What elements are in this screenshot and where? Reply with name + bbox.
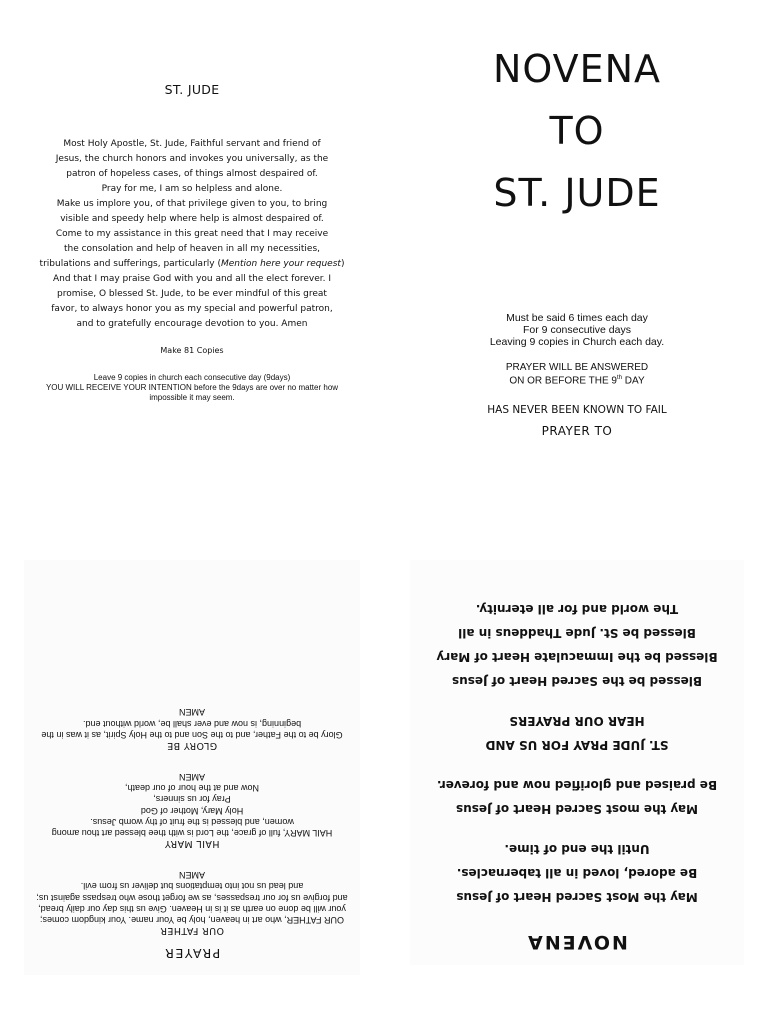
prayer-line: And that I may praise God with you and all the elect forever. I xyxy=(52,274,332,284)
prayer-line: visible and speedy help where help is almost despaired of. xyxy=(60,214,324,224)
cover-title-line: NOVENA xyxy=(492,47,662,91)
prayer-request-line: tribulations and sufferings, particularly (Mention here your request) xyxy=(39,259,345,269)
prayer-line: patron of hopeless cases, of things almost despaired of. xyxy=(66,169,318,179)
novena-panel xyxy=(410,560,744,965)
prayer-line: and to gratefully encourage devotion to you. Amen xyxy=(76,319,308,329)
hail-mary-title: HAIL MARY xyxy=(164,837,220,849)
hail-mary-text: HAIL MARY, full of grace, the Lord is with thee blessed art thou among women, and blessed is the fruit of thy womb Jesus. xyxy=(51,816,333,838)
instruction-line: Must be said 6 times each day xyxy=(506,312,648,324)
novena-line: Be praised and glorified now and forever. xyxy=(436,778,718,792)
novena-line: May the Most Sacred Heart of Jesus xyxy=(456,890,698,904)
prayer-to-label: PRAYER TO xyxy=(541,424,613,439)
prayer-line: Come to my assistance in this great need that I may receive xyxy=(55,229,329,239)
hail-mary-line: Now and at the hour of our death, xyxy=(124,783,260,794)
never-failed-note: HAS NEVER BEEN KNOWN TO FAIL xyxy=(487,404,667,417)
prayer-line: promise, O blessed St. Jude, to be ever mindful of this great xyxy=(57,289,327,299)
hail-mary-line: Pray for us sinners, xyxy=(153,794,231,805)
answer-line xyxy=(446,373,708,386)
answer-note xyxy=(446,362,708,386)
novena-line: The world and for all eternity. xyxy=(475,602,679,616)
answer-line: PRAYER WILL BE ANSWERED xyxy=(505,362,649,373)
cover-title-line: ST. JUDE xyxy=(493,171,661,215)
answer-sup: th xyxy=(617,375,623,381)
prayer-line: Jesus, the church honors and invokes you universally, as the xyxy=(55,154,329,164)
prayer-line: Make us implore you, of that privilege given to you, to bring xyxy=(56,199,328,209)
instruction-line: For 9 consecutive days xyxy=(523,324,631,336)
st-jude-prayer-panel xyxy=(36,82,348,403)
cover-panel xyxy=(446,38,708,438)
prayer-line: the consolation and help of heaven in all my necessities, xyxy=(63,244,321,254)
prayer-line: tribulations and sufferings, particularly ( xyxy=(39,259,221,269)
novena-line: Be adored, loved in all tabernacles. xyxy=(456,866,698,880)
leave-line: Leave 9 copies in church each consecutive day (9days) xyxy=(93,373,291,382)
novena-line: Blessed be the Immaculate Heart of Mary xyxy=(436,650,718,664)
prayers-heading: PRAYER xyxy=(163,946,221,961)
glory-be-amen: AMEN xyxy=(179,707,206,718)
hail-mary-line: Holy Mary, Mother of God xyxy=(140,805,244,816)
novena-line: Until the end of time. xyxy=(504,842,650,856)
prayer-line: Pray for me, I am so helpless and alone. xyxy=(101,184,283,194)
novena-line: Blessed be St. Jude Thaddeus in all xyxy=(458,626,696,640)
answer-pre: ON OR BEFORE THE 9 xyxy=(509,375,617,387)
prayer-line: favor, to always honor you as my special and powerful patron, xyxy=(51,304,333,314)
novena-line: Blessed be the Sacred Heart of Jesus xyxy=(452,674,702,688)
receive-line: YOU WILL RECEIVE YOUR INTENTION before the 9days are over no matter how impossible it may seem. xyxy=(45,383,339,402)
novena-line: May the most Sacred Heart of Jesus xyxy=(456,802,698,816)
our-father-title: OUR FATHER xyxy=(160,925,224,936)
copies-note: Make 81 Copies xyxy=(160,346,224,355)
glory-be-text: Glory be to the Father, and to the Son and to the Holy Spirit, as it was in the beginning, is now and ever shall be, world without end. xyxy=(41,718,343,740)
cover-title xyxy=(446,38,708,224)
prayers-panel xyxy=(24,560,360,975)
leave-copies-note xyxy=(36,373,348,403)
request-placeholder: Mention here your request xyxy=(220,259,341,269)
cover-title-line: TO xyxy=(549,109,605,153)
novena-line: ST. JUDE PRAY FOR US AND xyxy=(485,738,669,752)
hail-mary-amen: AMEN xyxy=(179,771,206,782)
prayer-body xyxy=(36,137,348,332)
answer-post: DAY xyxy=(622,375,645,387)
glory-be-title: GLORY BE xyxy=(166,739,218,751)
novena-line: HEAR OUR PRAYERS xyxy=(509,714,645,728)
our-father-amen: AMEN xyxy=(179,870,206,881)
prayer-title: ST. JUDE xyxy=(164,82,220,97)
instructions xyxy=(446,312,708,348)
instruction-line: Leaving 9 copies in Church each day. xyxy=(489,336,665,348)
our-father-text: OUR FATHER, who art in heaven, holy be Your name. Your kingdom comes; your will be done on earth as it is in Heaven. Give us this day our daily bread, and forgive us for our trespasses, as we forget those who trespass against us; and lead us not into temptations but deliver us from evil. xyxy=(36,881,348,925)
novena-heading: NOVENA xyxy=(526,931,628,953)
prayer-line: Most Holy Apostle, St. Jude, Faithful servant and friend of xyxy=(63,139,321,149)
